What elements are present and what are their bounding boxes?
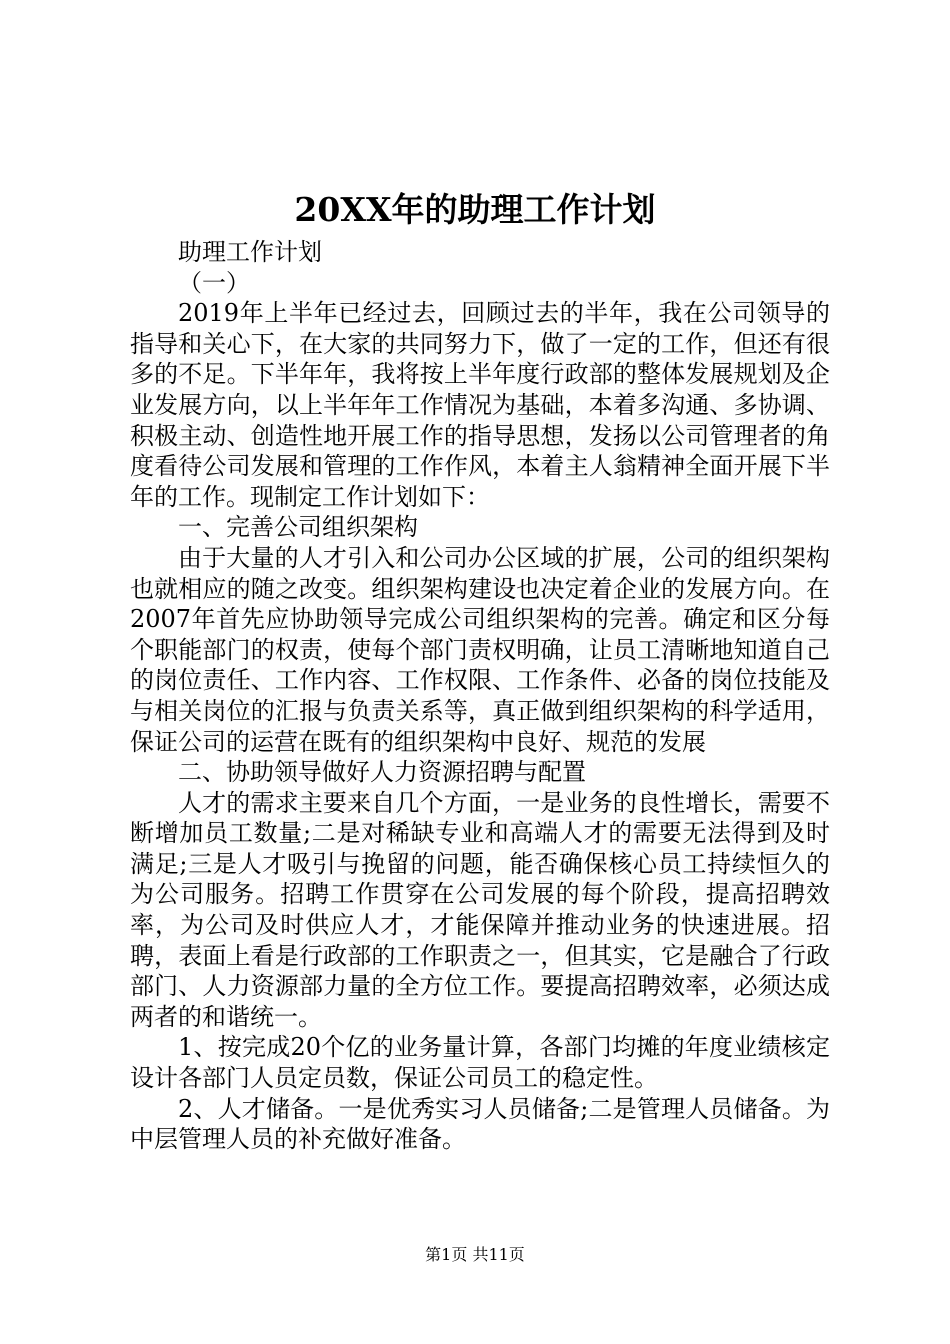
- document-title: 20XX年的助理工作计划: [294, 190, 656, 229]
- document-body: [130, 237, 830, 1155]
- section-2-paragraph: 人才的需求主要来自几个方面，一是业务的良性增长，需要不断增加员工数量;二是对稀缺专业和高端人才的需要无法得到及时满足;三是人才吸引与挽留的问题，能否确保核心员工持续恒久的为公司服务。招聘工作贯穿在公司发展的每个阶段，提高招聘效率，为公司及时供应人才，才能保障并推动业务的快速进展。招聘，表面上看是行政部的工作职责之一，但其实，它是融合了行政部门、人力资源部力量的全方位工作。要提高招聘效率，必须达成两者的和谐统一。: [130, 788, 830, 1031]
- section-number-paragraph: （一）: [178, 268, 250, 297]
- subtitle-paragraph: 助理工作计划: [178, 238, 322, 266]
- section-heading-2: 二、协助领导做好人力资源招聘与配置: [178, 758, 586, 787]
- section-heading-1: 一、完善公司组织架构: [178, 513, 418, 542]
- intro-paragraph: 2019年上半年已经过去，回顾过去的半年，我在公司领导的指导和关心下，在大家的共同努力下，做了一定的工作，但还有很多的不足。下半年年，我将按上半年度行政部的整体发展规划及企业发展方向，以上半年年工作情况为基础，本着多沟通、多协调、积极主动、创造性地开展工作的指导思想，发扬以公司管理者的角度看待公司发展和管理的工作作风，本着主人翁精神全面开展下半年的工作。现制定工作计划如下：: [130, 299, 830, 511]
- list-item-1: 1、按完成20个亿的业务量计算，各部门均摊的年度业绩核定设计各部门人员定员数，保证公司员工的稳定性。: [130, 1033, 830, 1093]
- page-indicator: 第1页 共11页: [425, 1245, 525, 1264]
- section-1-paragraph: 由于大量的人才引入和公司办公区域的扩展，公司的组织架构也就相应的随之改变。组织架构建设也决定着企业的发展方向。在2007年首先应协助领导完成公司组织架构的完善。确定和区分每个职能部门的权责，使每个部门责权明确，让员工清晰地知道自己的岗位责任、工作内容、工作权限、工作条件、必备的岗位技能及与相关岗位的汇报与负责关系等，真正做到组织架构的科学适用，保证公司的运营在既有的组织架构中良好、规范的发展: [130, 543, 830, 756]
- list-item-2: 2、人才储备。一是优秀实习人员储备;二是管理人员储备。为中层管理人员的补充做好准备。: [130, 1094, 830, 1154]
